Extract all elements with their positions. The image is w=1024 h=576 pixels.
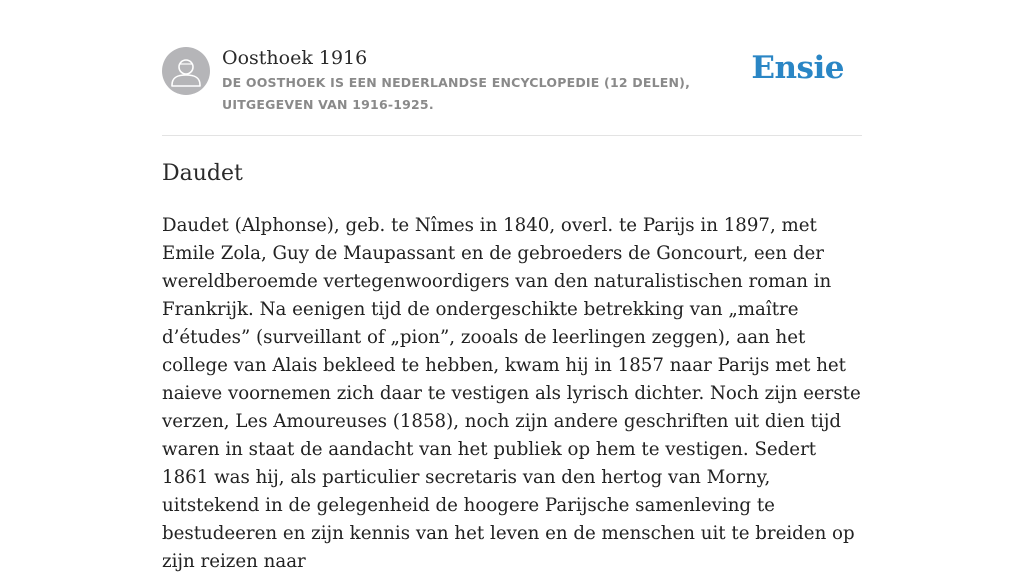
user-silhouette-icon[interactable] — [162, 47, 210, 95]
entry-body: Daudet (Alphonse), geb. te Nîmes in 1840, overl. te Parijs in 1897, met Emile Zola, Guy de Maupassant en de gebroeders de Goncourt, een der wereldberoemde vertegenwoordigers van den naturalistischen roman in Frankrijk. Na eenigen tijd de ondergeschikte betrekking van „maître d’études” (surveillant of „pion”, zooals de leerlingen zeggen), aan het college van Alais bekleed te hebben, kwam hij in 1857 naar Parijs met het naieve voornemen zich daar te vestigen als lyrisch dichter. Noch zijn eerste verzen, Les Amoureuses (1858), noch zijn andere geschriften uit dien tijd waren in staat de aandacht van het publiek op hem te vestigen. Sedert 1861 was hij, als particulier secretaris van den hertog van Morny, uitstekend in de gelegenheid de hoogere Parijsche samenleving te bestudeeren en zijn kennis van het leven en de menschen uit te breiden op zijn reizen naar — [162, 215, 861, 572]
source-header — [162, 46, 862, 136]
entry-title: Daudet — [162, 161, 243, 186]
avatar-graphic — [162, 47, 210, 95]
source-description: DE OOSTHOEK IS EEN NEDERLANDSE ENCYCLOPEDIE (12 DELEN), UITGEGEVEN VAN 1916-1925. — [222, 75, 691, 112]
source-title[interactable]: Oosthoek 1916 — [222, 47, 368, 69]
header-divider — [162, 135, 862, 136]
ensie-logo[interactable]: Ensie — [751, 50, 844, 86]
